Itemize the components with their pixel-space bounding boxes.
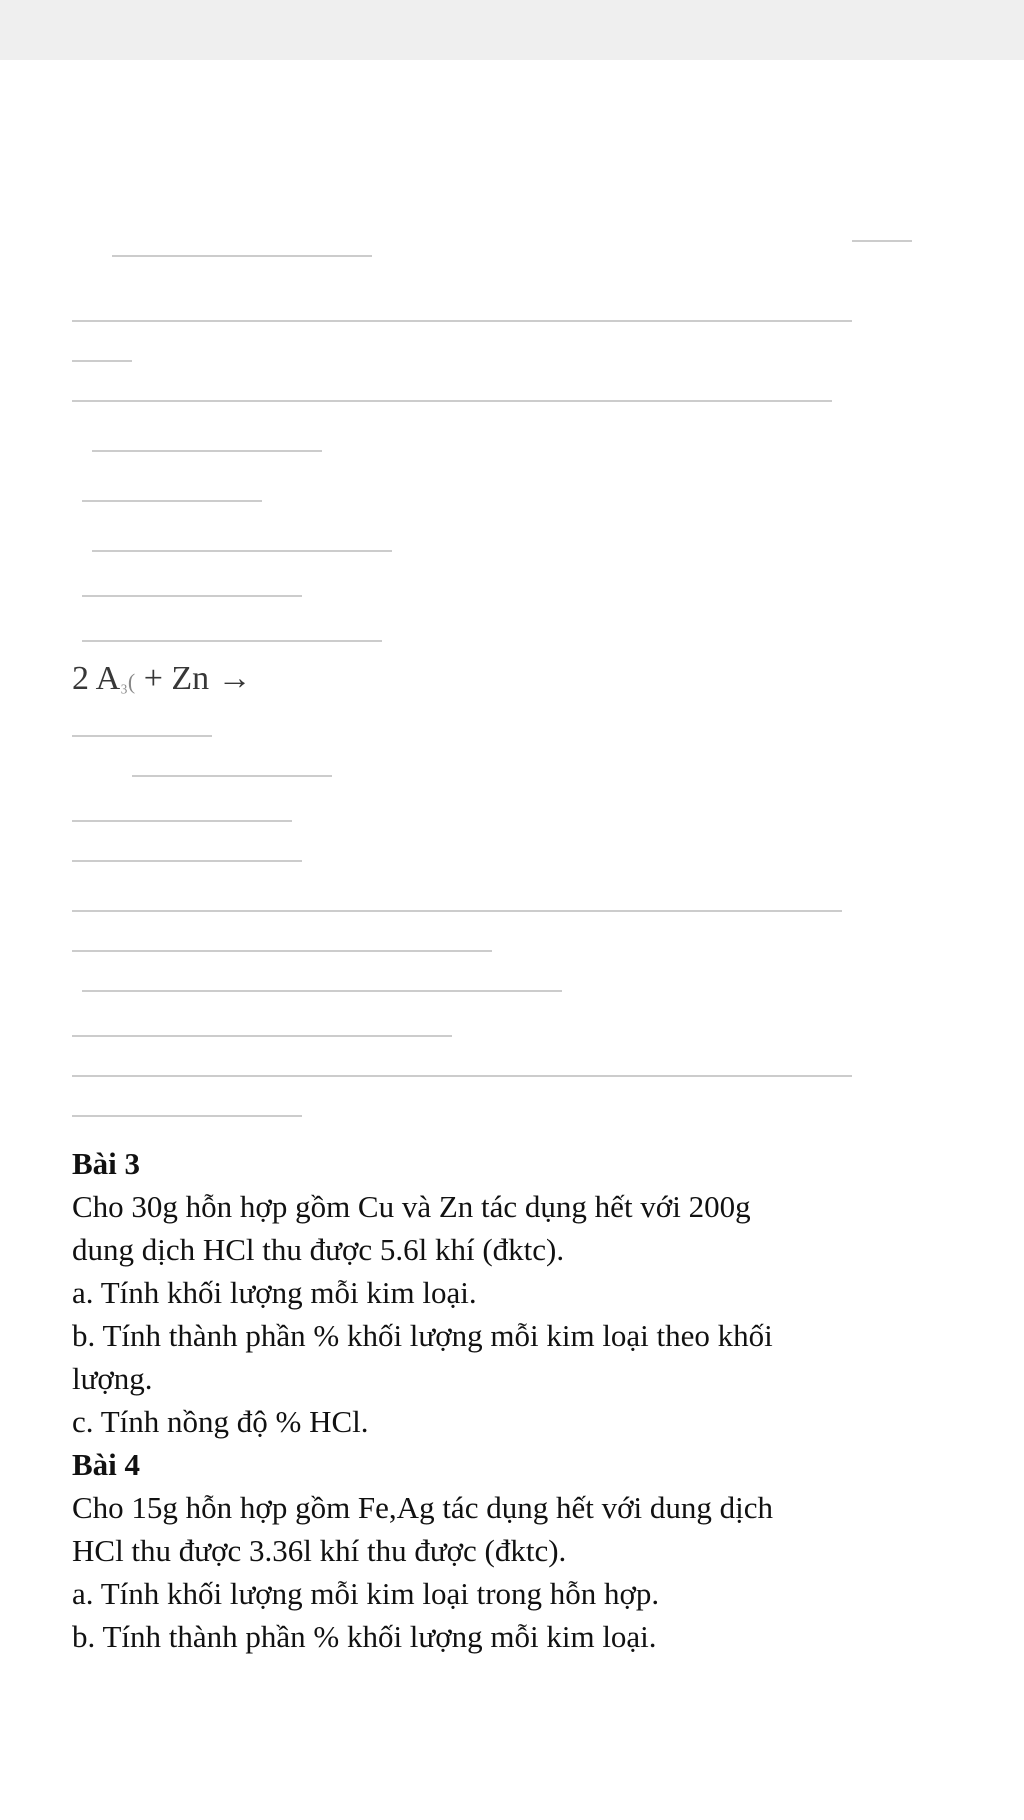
- exercise-content: [72, 1142, 952, 1658]
- faded-stroke: [72, 735, 212, 737]
- faded-formula: 2 A₃( + Zn →: [72, 660, 252, 697]
- faded-stroke: [82, 595, 302, 597]
- faded-stroke: [92, 450, 322, 452]
- exercise-bai-3: [72, 1142, 952, 1443]
- faded-stroke: [72, 1035, 452, 1037]
- exercise-heading: Bài 4: [72, 1447, 141, 1482]
- faded-stroke: [72, 400, 832, 402]
- faded-text-region: [72, 150, 912, 1140]
- viewer-top-bar: [0, 0, 1024, 60]
- faded-stroke: [72, 910, 842, 912]
- exercise-item: b. Tính thành phần % khối lượng mỗi kim loại theo khối: [72, 1318, 773, 1353]
- exercise-item: a. Tính khối lượng mỗi kim loại trong hỗn hợp.: [72, 1576, 660, 1611]
- faded-stroke: [82, 500, 262, 502]
- faded-stroke: [72, 320, 852, 322]
- document-page: [0, 60, 1024, 1820]
- faded-stroke: [852, 240, 912, 242]
- exercise-heading: Bài 3: [72, 1146, 141, 1181]
- exercise-text: HCl thu được 3.36l khí thu được (đktc).: [72, 1533, 567, 1568]
- exercise-text: Cho 30g hỗn hợp gồm Cu và Zn tác dụng hết với 200g: [72, 1189, 751, 1224]
- faded-stroke: [72, 360, 132, 362]
- faded-stroke: [132, 775, 332, 777]
- faded-stroke: [112, 255, 372, 257]
- exercise-text: Cho 15g hỗn hợp gồm Fe,Ag tác dụng hết với dung dịch: [72, 1490, 773, 1525]
- faded-stroke: [72, 820, 292, 822]
- exercise-item: lượng.: [72, 1361, 153, 1396]
- exercise-text: dung dịch HCl thu được 5.6l khí (đktc).: [72, 1232, 565, 1267]
- faded-stroke: [92, 550, 392, 552]
- faded-stroke: [72, 860, 302, 862]
- exercise-item: a. Tính khối lượng mỗi kim loại.: [72, 1275, 477, 1310]
- exercise-item: b. Tính thành phần % khối lượng mỗi kim loại.: [72, 1619, 657, 1654]
- faded-stroke: [72, 1075, 852, 1077]
- exercise-item: c. Tính nồng độ % HCl.: [72, 1404, 369, 1439]
- exercise-bai-4: [72, 1443, 952, 1658]
- faded-stroke: [82, 990, 562, 992]
- faded-stroke: [72, 1115, 302, 1117]
- faded-stroke: [72, 950, 492, 952]
- faded-stroke: [82, 640, 382, 642]
